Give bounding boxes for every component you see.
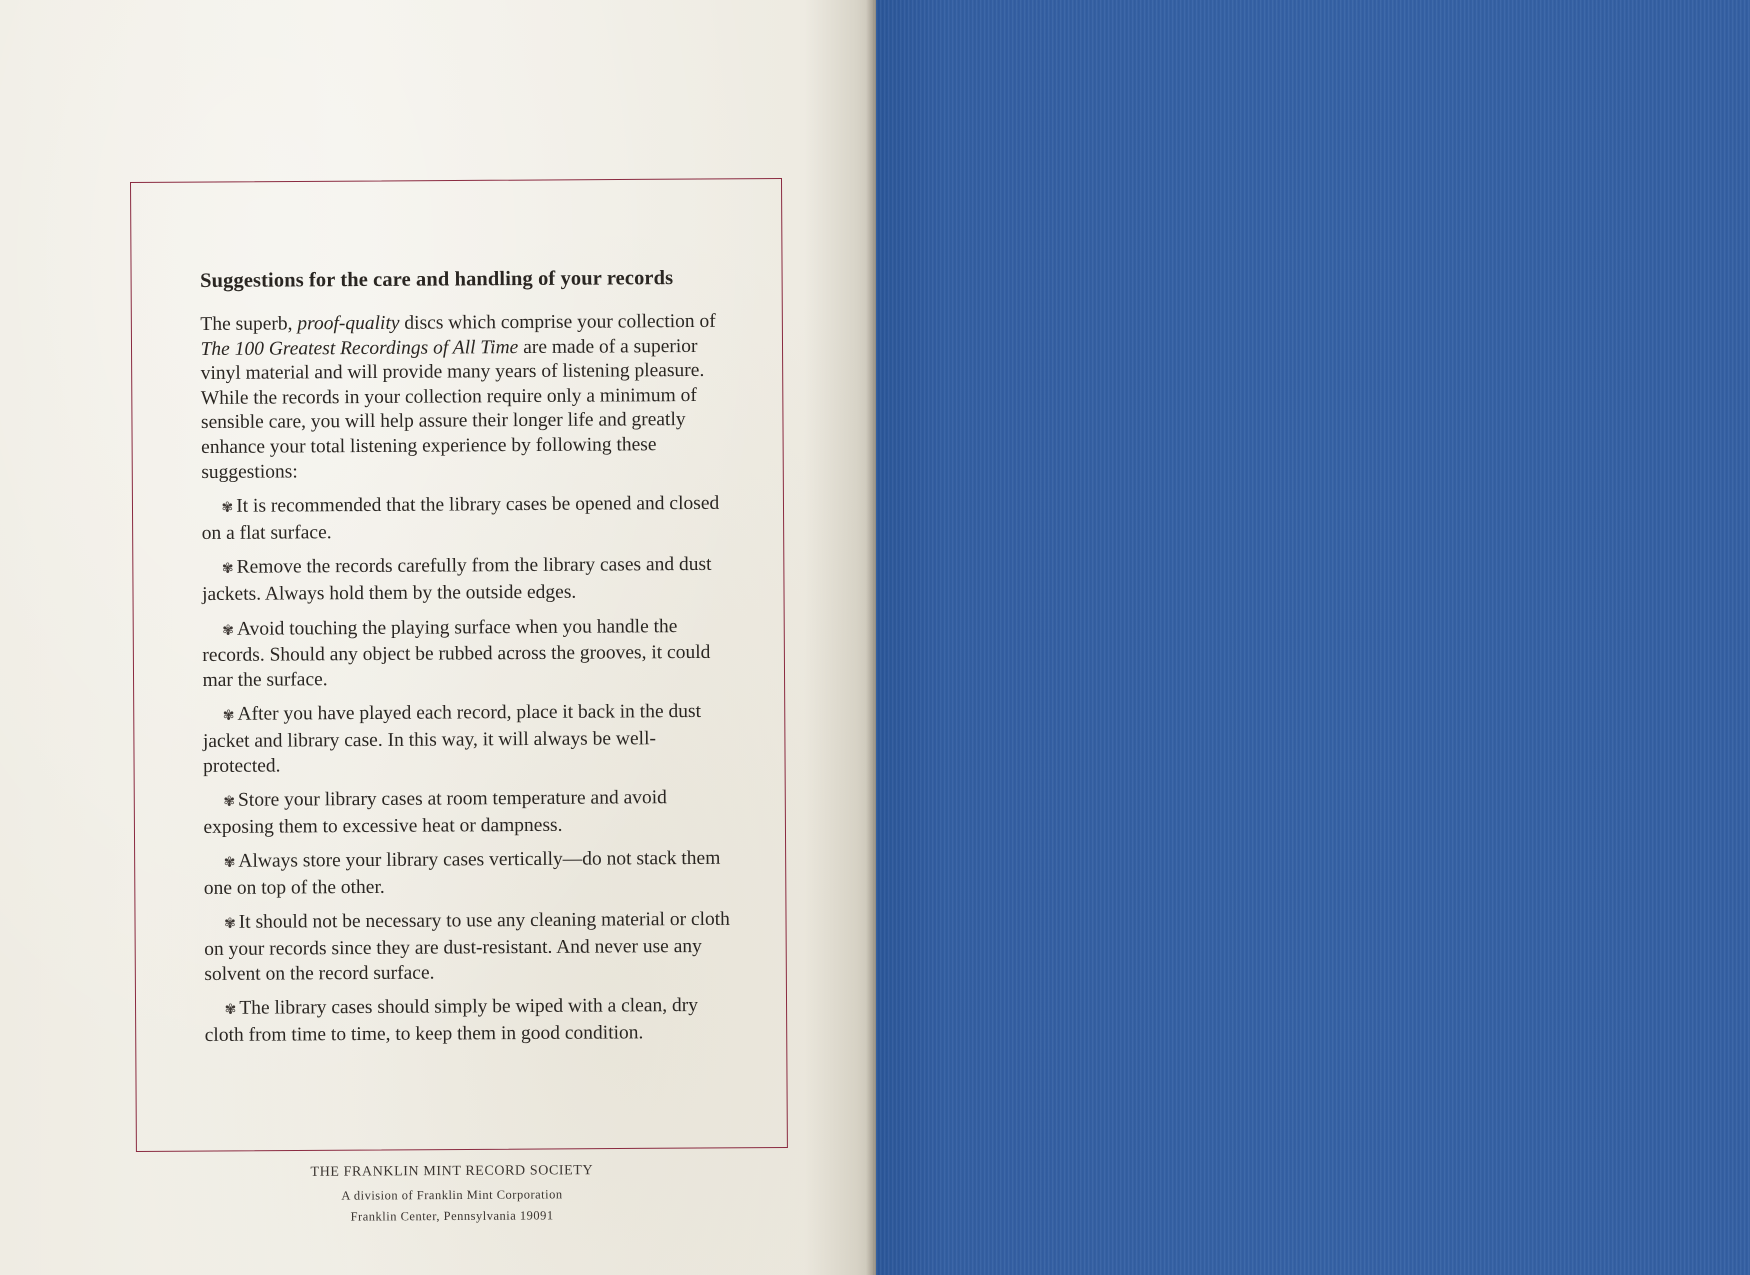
intro-paragraph <box>200 310 731 485</box>
tip-text: The library cases should simply be wiped with a clean, dry cloth from time to time, to keep them in good condition. <box>204 995 699 1046</box>
tip-item <box>202 553 732 607</box>
left-page <box>0 0 874 1275</box>
tip-text: Store your library cases at room temperature and avoid exposing them to excessive heat or dampness. <box>203 787 667 838</box>
tip-item <box>204 847 734 901</box>
tip-text: It is recommended that the library cases be opened and closed on a flat surface. <box>201 492 720 544</box>
page-heading: Suggestions for the care and handling of your records <box>200 267 674 292</box>
tip-text: Always store your library cases vertically—do not stack them one on top of the other. <box>203 848 721 899</box>
ornament-icon: ✾ <box>224 917 236 933</box>
intro-text-3: are made of a superior vinyl material and will provide many years of listening pleasure. While the records in your collection require only a minimum of sensible care, you will help assure their longer life and greatly enhance your total listening experience by following these suggestions: <box>200 335 705 483</box>
tip-item <box>204 908 734 987</box>
tip-item <box>201 492 731 546</box>
tip-text: It should not be necessary to use any cleaning material or cloth on your records since they are dust-resistant. And never use any solvent on the record surface. <box>204 909 730 985</box>
intro-text-1: The superb, <box>200 313 298 335</box>
ornament-icon: ✾ <box>223 856 236 872</box>
publisher-location: Franklin Center, Pennsylvania 19091 <box>350 1208 554 1224</box>
tip-item <box>203 700 733 779</box>
tip-text: Avoid touching the playing surface when you handle the records. Should any object be rubbed across the grooves, it could mar the surface. <box>202 615 711 691</box>
tip-text: After you have played each record, place it back in the dust jacket and library case. In this way, it will always be well-protected. <box>202 701 702 777</box>
publisher-footer <box>222 1163 682 1232</box>
ornament-icon: ✾ <box>222 709 235 725</box>
tip-item <box>204 994 734 1048</box>
care-instructions <box>200 259 735 1059</box>
tip-text: Remove the records carefully from the library cases and dust jackets. Always hold them by the outside edges. <box>201 554 712 605</box>
publisher-name: THE FRANKLIN MINT RECORD SOCIETY <box>310 1163 594 1180</box>
tip-item <box>202 614 732 693</box>
intro-collection-title: The 100 Greatest Recordings of All Time <box>200 336 519 360</box>
intro-emphasis-proof-quality: proof-quality <box>297 312 400 335</box>
ornament-icon: ✾ <box>223 794 236 810</box>
publisher-division: A division of Franklin Mint Corporation <box>341 1187 563 1203</box>
ornament-icon: ✾ <box>221 562 234 578</box>
ornament-icon: ✾ <box>221 500 234 517</box>
intro-text-2: discs which comprise your collection of <box>399 310 716 334</box>
ornament-icon: ✾ <box>222 623 235 639</box>
ornament-icon: ✾ <box>224 1003 237 1019</box>
tip-item <box>203 786 733 840</box>
blue-inside-cover <box>876 0 1750 1275</box>
